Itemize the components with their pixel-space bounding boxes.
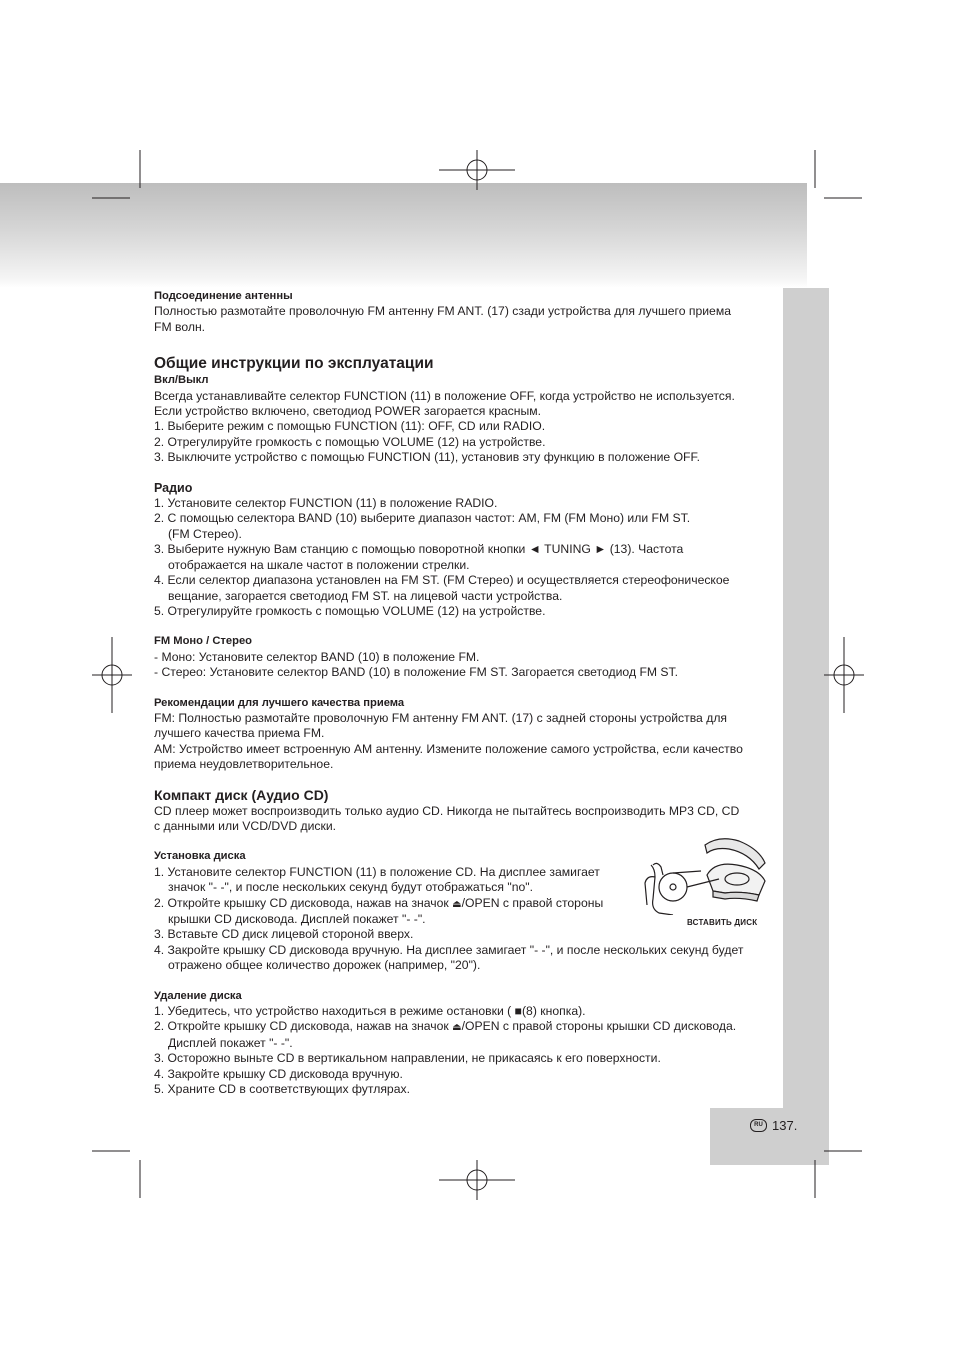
remove-step-1-pre: 1. Убедитесь, что устройство находиться в режиме остановки ( xyxy=(154,1004,512,1019)
reception-line-3: AM: Устройство имеет встроенную AM антенну. Измените положение самого устройства, если качество xyxy=(154,741,743,756)
radio-step-2-cont: (FM Стерео). xyxy=(168,526,242,541)
cd-player-drawing xyxy=(641,835,771,915)
insert-step-3: 3. Вставьте CD диск лицевой стороной вверх. xyxy=(154,927,414,942)
power-line-2: Если устройство включено, светодиод POWER загорается красным. xyxy=(154,404,542,419)
fm-mode-stereo: - Стерео: Установите селектор BAND (10) в положение FM ST. Загорается светодиод FM ST. xyxy=(154,665,679,680)
remove-step-2-pre: 2. Откройте крышку CD дисковода, нажав на значок xyxy=(154,1019,449,1034)
power-line-5: 3. Выключите устройство с помощью FUNCTION (11), установив эту функцию в положение OFF. xyxy=(154,450,700,465)
reception-line-4: приема неудовлетворительное. xyxy=(154,757,334,772)
insert-step-4: 4. Закройте крышку CD дисковода вручную. На дисплее замигает "- -", и после нескольких секунд будет xyxy=(154,942,744,957)
insert-step-1: 1. Установите селектор FUNCTION (11) в положение CD. На дисплее замигает xyxy=(154,864,600,879)
cd-title: Компакт диск (Аудио CD) xyxy=(154,786,329,803)
eject-icon: ⏏ xyxy=(452,898,462,910)
remove-step-1 xyxy=(154,1004,779,1019)
fm-mode-mono: - Моно: Установите селектор BAND (10) в положение FM. xyxy=(154,649,480,664)
cd-line-2: с данными или VCD/DVD диски. xyxy=(154,818,337,833)
remove-heading: Удаление диска xyxy=(154,989,242,1002)
antenna-line-1: Полностью размотайте проволочную FM антенну FM ANT. (17) сзади устройства для лучшего приема xyxy=(154,304,731,319)
page-number: 137. xyxy=(772,1118,798,1133)
insert-heading: Установка диска xyxy=(154,850,246,863)
remove-step-2 xyxy=(154,1019,779,1035)
radio-step-5: 5. Отрегулируйте громкость с помощью VOLUME (12) на устройстве. xyxy=(154,603,546,618)
remove-step-2-cont: Дисплей покажет "- -". xyxy=(168,1035,293,1050)
radio-step-3: 3. Выберите нужную Вам станцию с помощью поворотной кнопки ◄ TUNING ► (13). Частота xyxy=(154,542,684,557)
page-number-area xyxy=(750,1118,797,1133)
eject-icon: ⏏ xyxy=(452,1022,462,1034)
power-heading: Вкл/Выкл xyxy=(154,374,209,387)
insert-step-2-cont: крышки CD дисковода. Дисплей покажет "- -". xyxy=(168,912,426,926)
remove-step-3: 3. Осторожно выньте CD в вертикальном направлении, не прикасаясь к его поверхности. xyxy=(154,1051,661,1066)
radio-step-3-cont: отображается на шкале частот в положении стрелки. xyxy=(168,557,470,572)
radio-step-2: 2. С помощью селектора BAND (10) выберите диапазон частот: AM, FM (FM Моно) или FM ST. xyxy=(154,511,691,526)
remove-step-2-post: /OPEN с правой стороны крышки CD дисковода. xyxy=(461,1019,737,1034)
insert-disc-illustration xyxy=(641,835,781,931)
reception-heading: Рекомендации для лучшего качества приема xyxy=(154,696,405,709)
radio-step-4: 4. Если селектор диапазона установлен на FM ST. (FM Стерео) и осуществляется стереофоническое xyxy=(154,573,730,588)
illustration-caption: ВСТАВИТЬ ДИСК xyxy=(687,918,758,928)
insert-step-2-pre: 2. Откройте крышку CD дисковода, нажав на значок xyxy=(154,895,449,910)
antenna-line-2: FM волн. xyxy=(154,319,206,334)
cd-line-1: CD плеер может воспроизводить только аудио CD. Никогда не пытайтесь воспроизводить MP3 CD, CD xyxy=(154,803,740,818)
remove-step-5: 5. Храните CD в соответствующих футлярах. xyxy=(154,1082,410,1097)
reception-line-1: FM: Полностью размотайте проволочную FM антенну FM ANT. (17) с задней стороны устройства для xyxy=(154,710,728,725)
insert-step-4-cont: отражено общее количество дорожек (например, "20"). xyxy=(168,958,481,973)
stop-icon: ■ xyxy=(514,1004,522,1019)
antenna-heading: Подсоединение антенны xyxy=(154,290,293,302)
power-line-4: 2. Отрегулируйте громкость с помощью VOLUME (12) на устройстве. xyxy=(154,434,546,449)
insert-step-1-cont: значок "- -", и после нескольких секунд будут отображаться "no". xyxy=(168,880,533,895)
insert-section xyxy=(154,849,779,973)
radio-step-1: 1. Установите селектор FUNCTION (11) в положение RADIO. xyxy=(154,496,498,511)
power-line-1: Всегда устанавливайте селектор FUNCTION (11) в положение OFF, когда устройство не используется. xyxy=(154,388,735,403)
radio-step-4-cont: вещание, загорается светодиод FM ST. на лицевой части устройства. xyxy=(168,588,563,603)
reception-line-2: лучшего качества приема FM. xyxy=(154,726,325,741)
general-title: Общие инструкции по эксплуатации xyxy=(154,355,434,373)
language-badge: RU xyxy=(750,1119,767,1132)
insert-step-2-post: /OPEN с правой стороны xyxy=(461,895,604,910)
remove-step-4: 4. Закройте крышку CD дисковода вручную. xyxy=(154,1066,403,1081)
power-line-3: 1. Выберите режим с помощью FUNCTION (11): OFF, CD или RADIO. xyxy=(154,419,546,434)
radio-heading: Радио xyxy=(154,480,193,495)
main-content xyxy=(154,289,779,1097)
fm-mode-heading: FM Моно / Стерео xyxy=(154,635,252,648)
remove-step-1-post: (8) кнопка). xyxy=(522,1004,586,1019)
